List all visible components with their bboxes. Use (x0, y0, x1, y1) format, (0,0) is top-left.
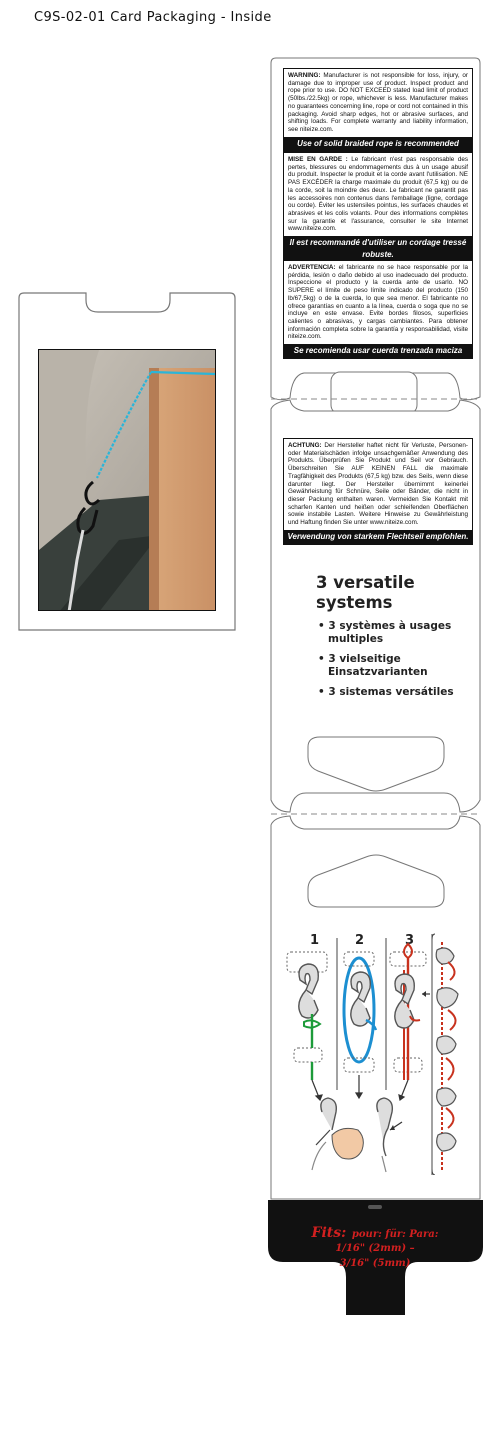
bullet-item: • 3 systèmes à usages multiples (318, 620, 452, 645)
step-number: 2 (355, 933, 365, 948)
bullet-item: • 3 vielseitige Einsatzvarianten (318, 653, 428, 678)
hook-icon (377, 1098, 402, 1172)
fits-label (300, 1222, 450, 1271)
warning-lead: MISE EN GARDE : (288, 156, 348, 163)
knot-icon (436, 942, 458, 1170)
fits-word: Fits: (311, 1225, 347, 1241)
warning-box-es (283, 260, 473, 359)
fits-size-line1: 1/16" (2mm) – (335, 1243, 415, 1254)
instruction-diagram (282, 930, 477, 1175)
hook-icon (351, 972, 370, 1026)
fits-translations: pour: für: Para: (351, 1229, 439, 1240)
arrow-down-icon (312, 1075, 408, 1100)
headline: 3 versatile systems (316, 573, 415, 612)
page-title: C9S-02-01 Card Packaging - Inside (34, 10, 272, 25)
warning-text: Der Hersteller haftet nicht für Verluste, Personen- oder Materialschäden infolge unsachgemäßer Anwendung des Produkts. Überprüfen Sie Produkt und Seil vor Gebrauch. Überschreiten Sie AUF KEINEN FALL die maximale Tragfähigkeit des Produkts (67,5 kg) bzw. des Seils, wenn diese darunter liegt. Der Hersteller übernimmt keinerlei Gewährleistung für Schnüre, Seile oder Bänder, die nicht in dieser Packung enthalten waren. Vermeiden Sie Kontakt mit scharfen Kanten und heißen oder schleifenden Oberflächen sowie instabile Lasten. Weitere Hinweise zu Gewährleistung und Haftung finden Sie unter www.niteize.com. (288, 442, 468, 527)
warning-bar: Il est recommandé d'utiliser un cordage tressé robuste. (284, 236, 472, 262)
step-number: 3 (405, 933, 415, 948)
warning-text: Le fabricant n'est pas responsable des pertes, blessures ou endommagements dus à un usage abusif du produit. Inspecter le produit et la corde avant l'utilisation. NE PAS EXCÉDER la charge maximale du produit (67,5 kg) ou de la corde, soit la moindre des deux. Le fabricant ne garantit pas les accessoires non contenus dans l'emballage (ligne, cordage ou corde). Éviter les ustensiles pointus, les surfaces chaudes et abrasives et les colis volants. Pour des informations complètes sur la garantie et l'assurance, consulter le site Internet www.niteize.com. (288, 156, 469, 233)
warning-text: el fabricante no se hace responsable por la pérdida, lesión o daño debido al uso inadecuado del producto. Inspeccione el producto y la cuerda ante de usarlo. NO SUPERE el límite de peso límite indicado del producto (150 lb/67,5kg) o de la cuerda, lo que sea menor. El fabricante no ofrece garantías en cuanto a la línea, cuerda o soga que no se incluye en este envase. Evite bordes filosos, superficies calientes o abrasivas, y cargas cambiantes. Para obtener información completa sobre la garantía y responsabilidad, visite niteize.com. (288, 264, 468, 341)
warning-bar: Use of solid braided rope is recommended (284, 137, 472, 151)
warning-bar: Se recomienda usar cuerda trenzada maciza (284, 344, 472, 358)
step-number: 1 (310, 933, 320, 948)
hook-icon (299, 964, 318, 1018)
product-photo (38, 349, 216, 611)
warning-lead: WARNING: (288, 72, 321, 79)
warning-lead: ACHTUNG: (288, 442, 322, 449)
feature-bullets (318, 620, 468, 706)
hand-icon (312, 1098, 363, 1170)
bullet-item: • 3 sistemas versátiles (318, 686, 454, 698)
warning-text: Manufacturer is not responsible for loss, injury, or damage due to improper use of product. Inspect product and rope prior to use. DO NOT EXCEED stated load limit of product (50lbs./22.5kg) or rope, whichever is less. Manufacturer makes no guarantees concerning line, rope or cord not contained in this packaging. Avoid sharp edges, hot or abrasive surfaces, and shifting loads. For complete warranty and liability information, see niteize.com. (288, 72, 469, 133)
warning-box-fr (283, 152, 473, 263)
warning-box-en (283, 68, 473, 152)
fits-size-line2: 3/16" (5mm) (339, 1258, 411, 1269)
warning-bar: Verwendung von starkem Flechtseil empfohlen. (284, 530, 472, 544)
warning-box-de (283, 438, 473, 545)
warning-lead: ADVERTENCIA: (288, 264, 336, 271)
